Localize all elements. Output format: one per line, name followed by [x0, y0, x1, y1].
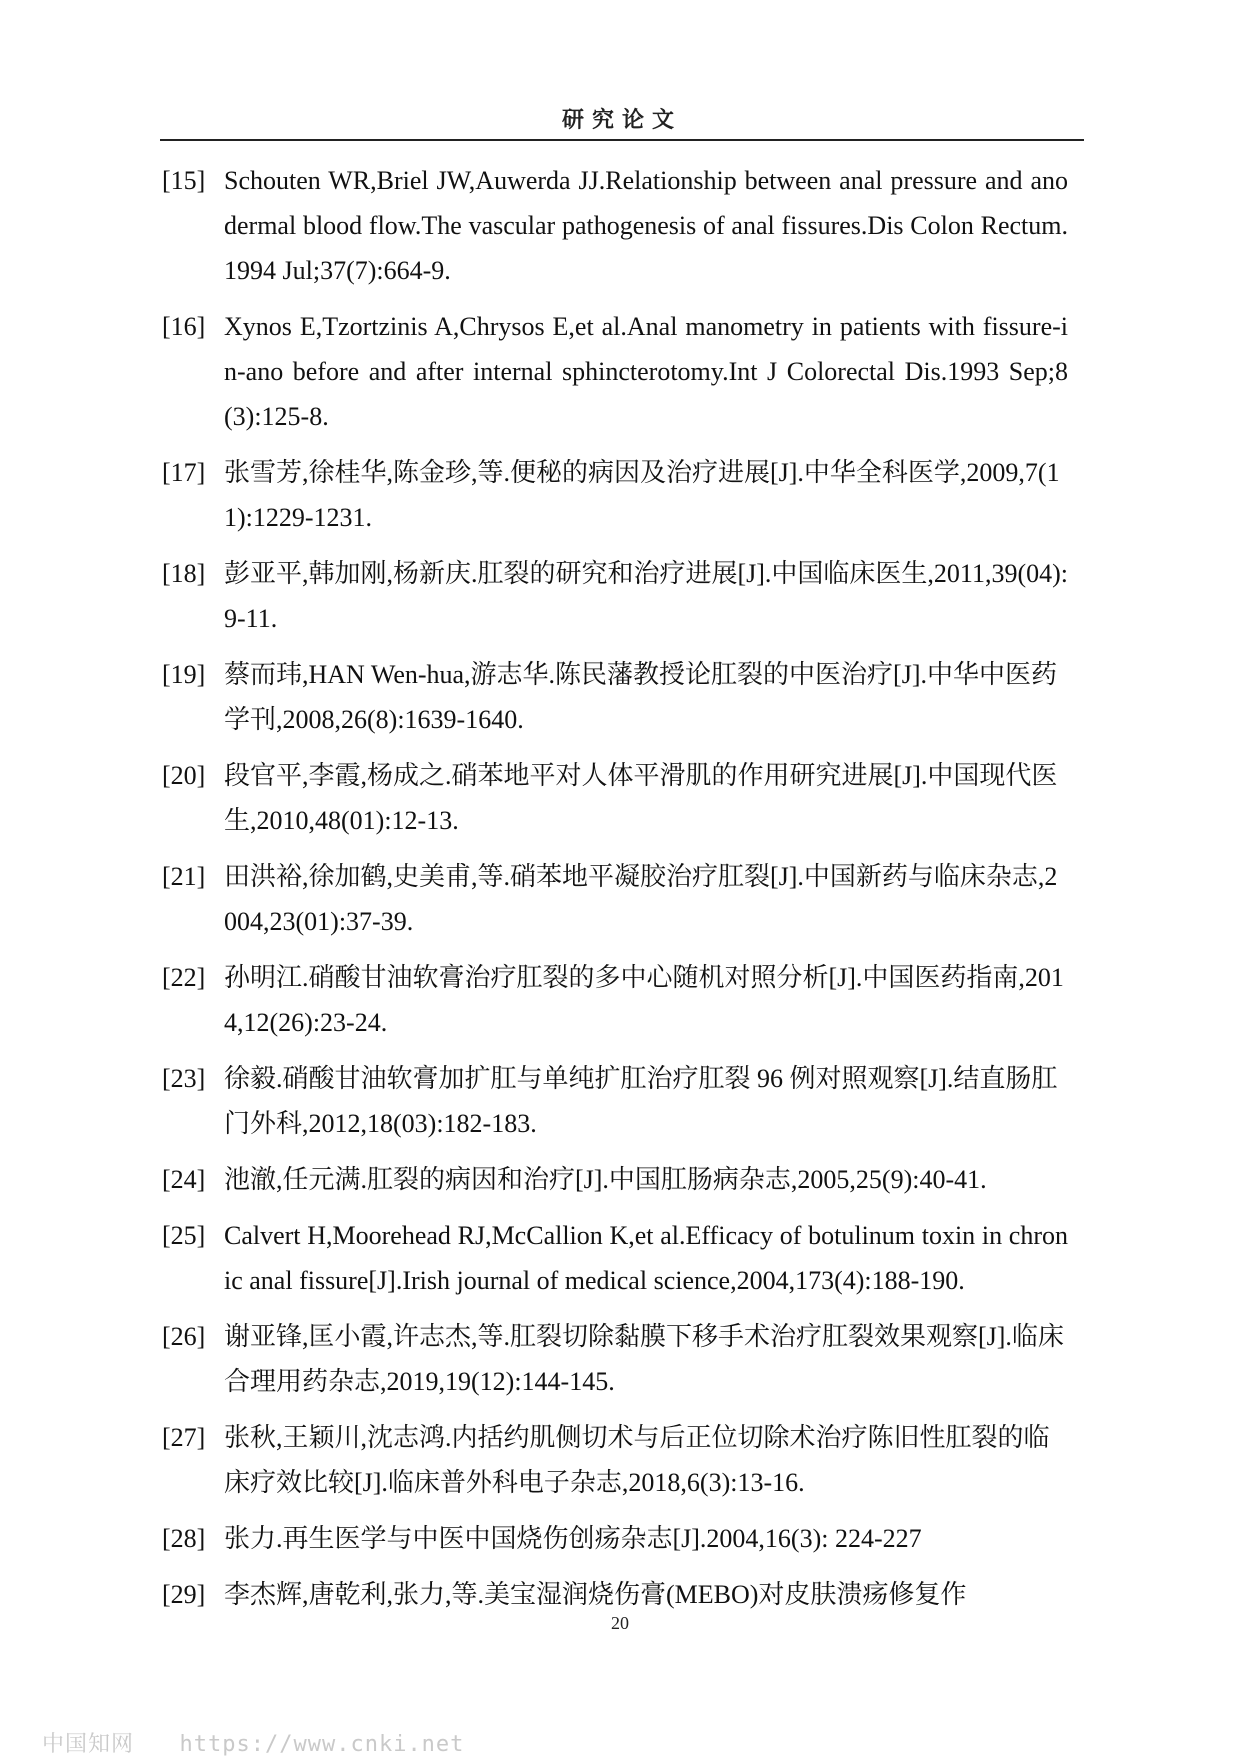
reference-number: [22] [162, 963, 206, 992]
reference-text: 蔡而玮,HAN Wen-hua,游志华.陈民藩教授论肛裂的中医治疗[J].中华中医药学刊,2008,26(8):1639-1640. [224, 660, 1057, 734]
reference-28 [162, 1516, 1068, 1561]
reference-27 [162, 1415, 1068, 1505]
reference-23 [162, 1056, 1068, 1146]
page-number: 20 [611, 1613, 629, 1633]
reference-number: [27] [162, 1423, 206, 1452]
reference-text: 段官平,李霞,杨成之.硝苯地平对人体平滑肌的作用研究进展[J].中国现代医生,2010,48(01):12-13. [224, 761, 1058, 835]
reference-number: [21] [162, 862, 206, 891]
reference-15 [162, 158, 1068, 293]
reference-text: 张力.再生医学与中医中国烧伤创疡杂志[J].2004,16(3): 224-227 [224, 1524, 922, 1553]
reference-29 [162, 1572, 1068, 1617]
reference-17 [162, 450, 1068, 540]
reference-18 [162, 551, 1068, 641]
reference-number: [23] [162, 1064, 206, 1093]
reference-number: [20] [162, 761, 206, 790]
reference-text: Xynos E,Tzortzinis A,Chrysos E,et al.Anal manometry in patients with fissure-in-ano before and after internal sphincterotomy.Int J Colorectal Dis.1993 Sep;8(3):125-8. [224, 312, 1068, 431]
reference-20 [162, 753, 1068, 843]
cnki-url: https://www.cnki.net [179, 1732, 465, 1757]
reference-text: 池澈,任元满.肛裂的病因和治疗[J].中国肛肠病杂志,2005,25(9):40-41. [224, 1165, 987, 1194]
reference-24 [162, 1157, 1068, 1202]
reference-text: 孙明江.硝酸甘油软膏治疗肛裂的多中心随机对照分析[J].中国医药指南,2014,12(26):23-24. [224, 963, 1064, 1037]
reference-number: [25] [162, 1221, 206, 1250]
reference-21 [162, 854, 1068, 944]
reference-text: 田洪裕,徐加鹤,史美甫,等.硝苯地平凝胶治疗肛裂[J].中国新药与临床杂志,2004,23(01):37-39. [224, 862, 1058, 936]
reference-16 [162, 304, 1068, 439]
reference-number: [16] [162, 312, 206, 341]
reference-number: [28] [162, 1524, 206, 1553]
reference-22 [162, 955, 1068, 1045]
reference-number: [19] [162, 660, 206, 689]
reference-text: Calvert H,Moorehead RJ,McCallion K,et al.Efficacy of botulinum toxin in chronic anal fissure[J].Irish journal of medical science,2004,173(4):188-190. [224, 1221, 1068, 1295]
cnki-watermark [42, 1727, 464, 1758]
reference-text: 张秋,王颖川,沈志鸿.内括约肌侧切术与后正位切除术治疗陈旧性肛裂的临床疗效比较[J].临床普外科电子杂志,2018,6(3):13-16. [224, 1423, 1050, 1497]
reference-25 [162, 1213, 1068, 1303]
reference-text: 彭亚平,韩加刚,杨新庆.肛裂的研究和治疗进展[J].中国临床医生,2011,39(04):9-11. [224, 559, 1069, 633]
cnki-logo: 中国知网 [42, 1732, 135, 1757]
reference-text: 徐毅.硝酸甘油软膏加扩肛与单纯扩肛治疗肛裂 96 例对照观察[J].结直肠肛门外科,2012,18(03):182-183. [224, 1064, 1058, 1138]
page-header: 研究论文 [561, 107, 682, 133]
reference-19 [162, 652, 1068, 742]
reference-text: 李杰辉,唐乾利,张力,等.美宝湿润烧伤膏(MEBO)对皮肤溃疡修复作 [224, 1580, 967, 1609]
reference-text: 谢亚锋,匡小霞,许志杰,等.肛裂切除黏膜下移手术治疗肛裂效果观察[J].临床合理用药杂志,2019,19(12):144-145. [224, 1322, 1064, 1396]
reference-number: [24] [162, 1165, 206, 1194]
reference-list [162, 158, 1068, 1628]
reference-26 [162, 1314, 1068, 1404]
header-rule [160, 139, 1084, 141]
reference-number: [18] [162, 559, 206, 588]
reference-number: [26] [162, 1322, 206, 1351]
reference-number: [15] [162, 166, 206, 195]
reference-text: 张雪芳,徐桂华,陈金珍,等.便秘的病因及治疗进展[J].中华全科医学,2009,7(11):1229-1231. [224, 458, 1060, 532]
reference-number: [29] [162, 1580, 206, 1609]
reference-text: Schouten WR,Briel JW,Auwerda JJ.Relationship between anal pressure and anodermal blood flow.The vascular pathogenesis of anal fissures.Dis Colon Rectum.1994 Jul;37(7):664-9. [224, 166, 1068, 285]
reference-number: [17] [162, 458, 206, 487]
